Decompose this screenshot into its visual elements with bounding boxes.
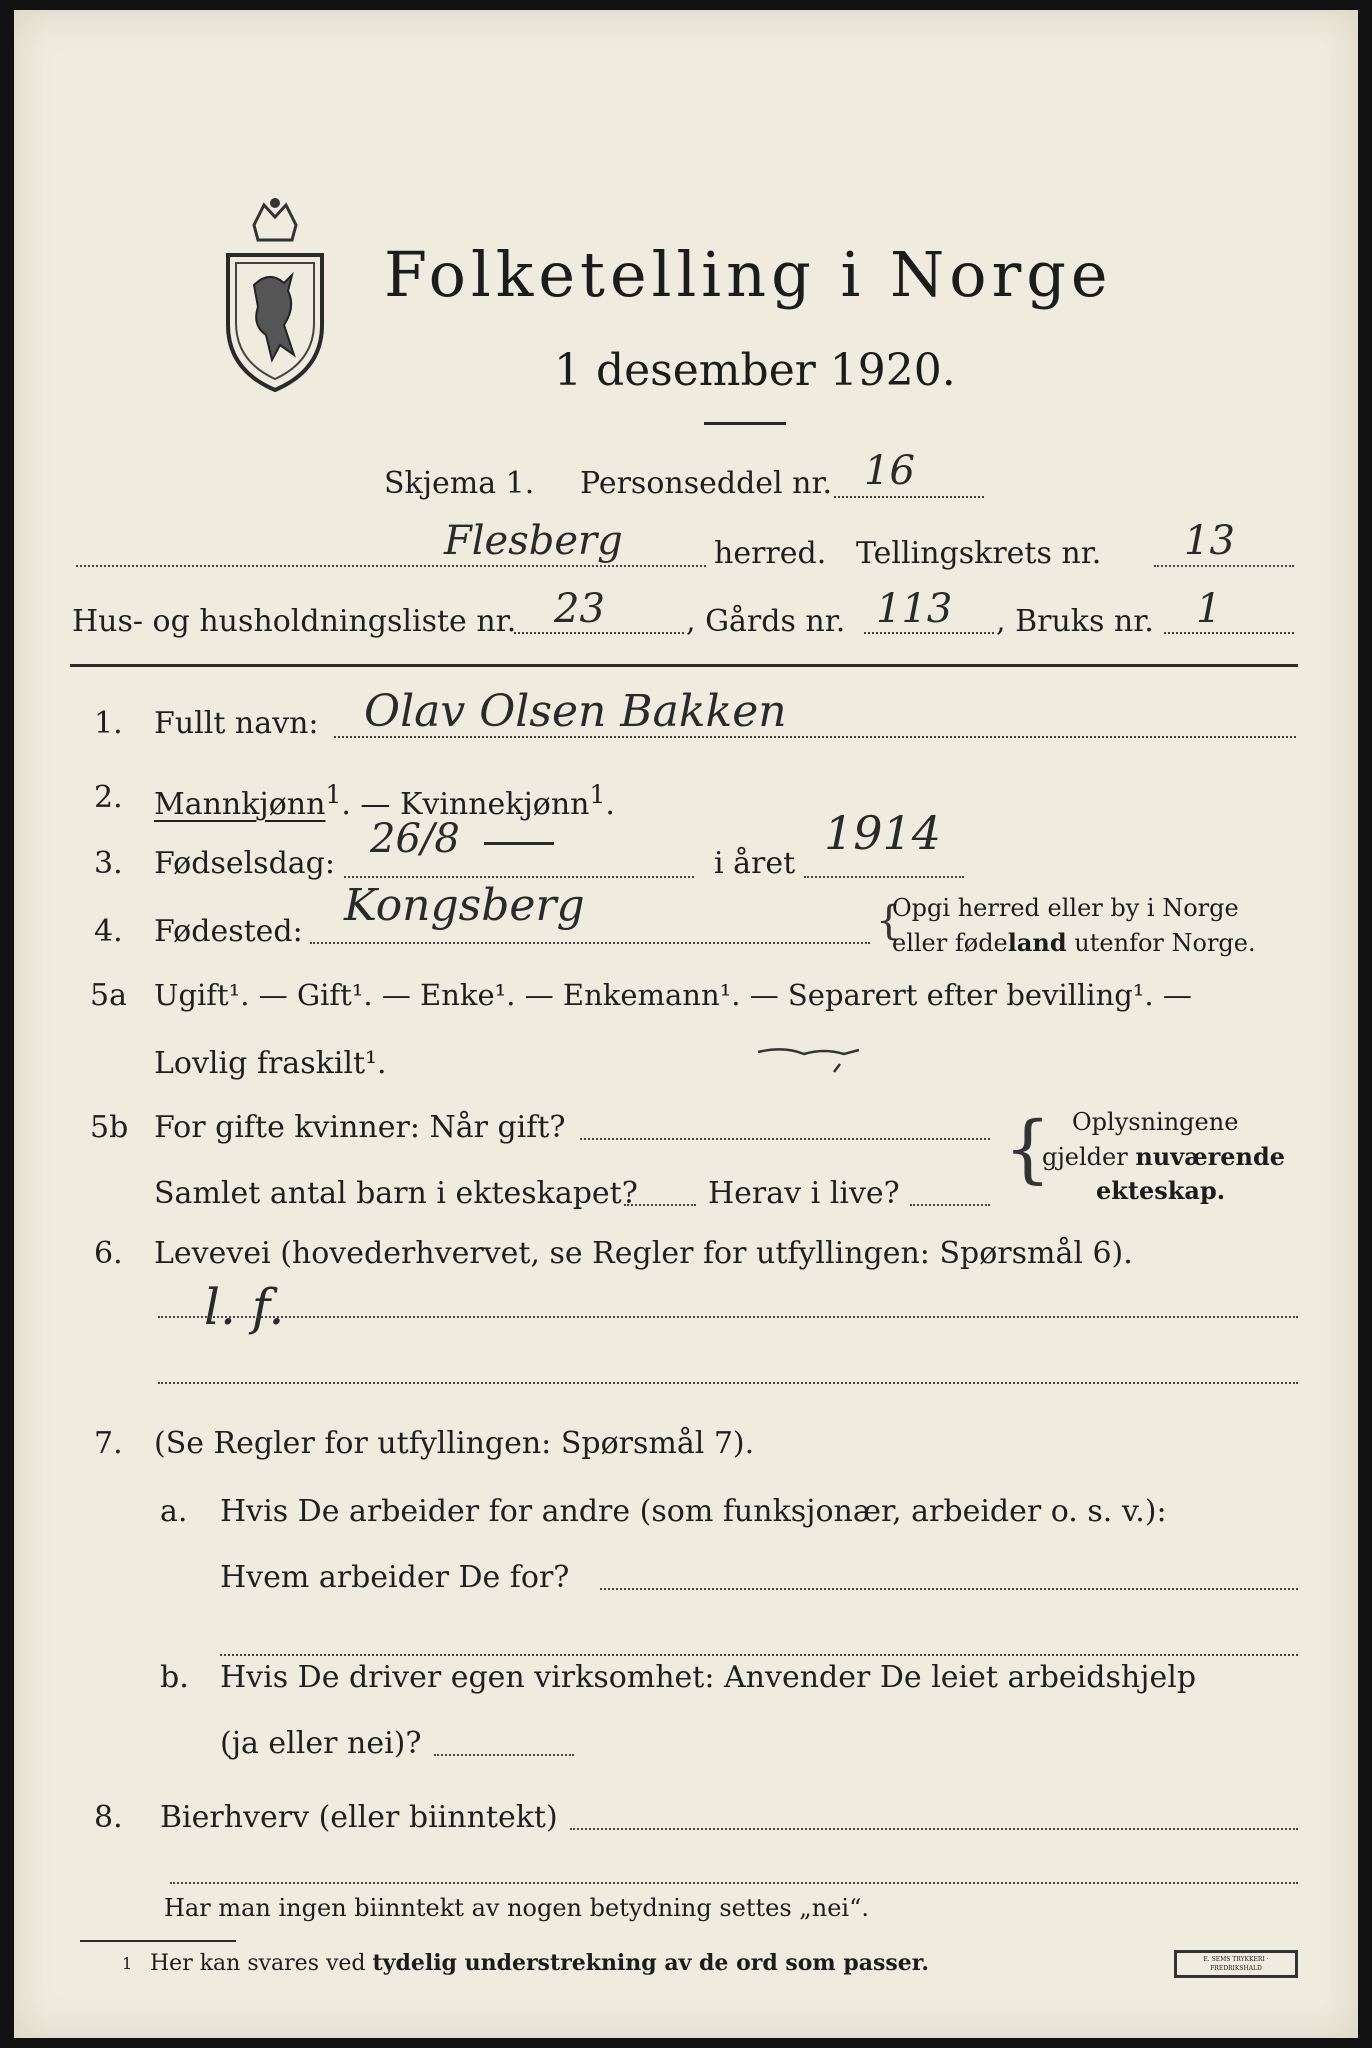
census-date: 1 desember 1920.	[554, 345, 956, 396]
q4-note-a: eller føde	[892, 929, 1008, 957]
herred-line	[76, 565, 706, 567]
q4-bracket: {	[876, 898, 902, 944]
q3-year-line	[804, 876, 964, 878]
skjema-label: Skjema 1.	[384, 466, 535, 501]
q7a-letter: a.	[160, 1494, 188, 1529]
q4-number: 4.	[94, 914, 123, 949]
q4-note-c: utenfor Norge.	[1066, 929, 1256, 957]
q4-note-line2	[892, 928, 1256, 957]
q3-year-value: 1914	[824, 806, 942, 860]
q3-value: 26/8	[370, 816, 460, 862]
q5a-options-2: Lovlig fraskilt¹.	[154, 1046, 387, 1081]
norway-coat-of-arms-icon	[214, 195, 336, 395]
q5b-children-line	[624, 1204, 696, 1206]
bruks-line	[1164, 632, 1294, 634]
q1-number: 1.	[94, 706, 123, 741]
q5b-line1: For gifte kvinner: Når gift?	[154, 1110, 566, 1145]
printer-stamp-text: E. SEMS TRYKKERI · FREDRIKSHALD	[1203, 1956, 1269, 1972]
q5b-note-line3: ekteskap.	[1096, 1176, 1226, 1205]
q8-text: Bierhverv (eller biinntekt)	[160, 1800, 558, 1835]
q4-label: Fødested:	[154, 914, 303, 949]
income-note: Har man ingen biinntekt av nogen betydning settes „nei“.	[164, 1894, 869, 1922]
q6-line1	[158, 1316, 1298, 1318]
q5a-handwritten-mark	[754, 1034, 884, 1084]
q6-value: l. f.	[204, 1278, 285, 1336]
q3-line	[344, 876, 694, 878]
tellingskrets-value: 13	[1184, 518, 1235, 564]
gards-line	[864, 632, 994, 634]
q2-footnote-mark-2: 1	[589, 780, 606, 809]
q7-number: 7.	[94, 1426, 123, 1461]
title-divider	[704, 422, 786, 425]
q7-text: (Se Regler for utfyllingen: Spørsmål 7).	[154, 1426, 755, 1461]
q7b-text2: (ja eller nei)?	[220, 1726, 422, 1761]
footnote-text	[150, 1950, 929, 1976]
q5b-number: 5b	[90, 1110, 129, 1145]
q4-line	[310, 942, 870, 944]
q2-female-option: . — Kvinnekjønn	[341, 787, 590, 822]
footnote-rule	[80, 1940, 236, 1942]
personseddel-label: Personseddel nr.	[580, 466, 833, 501]
q7b-letter: b.	[160, 1660, 189, 1695]
q5a-options: Ugift¹. — Gift¹. — Enke¹. — Enkemann¹. — Separert efter bevilling¹. —	[154, 978, 1192, 1012]
q1-value: Olav Olsen Bakken	[364, 686, 787, 737]
q7a-text: Hvis De arbeider for andre (som funksjonær, arbeider o. s. v.):	[220, 1494, 1167, 1529]
q3-dash	[484, 842, 554, 845]
q1-label: Fullt navn:	[154, 706, 319, 741]
herred-label: herred.	[714, 536, 827, 571]
q6-line2	[158, 1382, 1298, 1384]
q7a-line1	[600, 1588, 1298, 1590]
husliste-label: Hus- og husholdningsliste nr.	[72, 604, 517, 639]
q8-line2	[170, 1882, 1298, 1884]
q7a-text2: Hvem arbeider De for?	[220, 1560, 570, 1595]
q3-number: 3.	[94, 846, 123, 881]
q5b-note-2a: gjelder	[1042, 1143, 1136, 1171]
tellingskrets-line	[1154, 565, 1294, 567]
q8-number: 8.	[94, 1800, 123, 1835]
q5b-line2b: Herav i live?	[708, 1176, 900, 1211]
q7a-line2	[220, 1654, 1298, 1656]
census-form	[14, 10, 1358, 2038]
header-divider	[70, 664, 1298, 667]
q5b-note-2b: nuværende	[1135, 1142, 1286, 1171]
q2-number: 2.	[94, 780, 123, 815]
tellingskrets-label: Tellingskrets nr.	[856, 536, 1102, 571]
q5b-alive-line	[910, 1204, 990, 1206]
q3-year-label: i året	[714, 846, 796, 881]
q4-note-b: land	[1007, 928, 1067, 957]
q8-line1	[570, 1828, 1298, 1830]
q6-number: 6.	[94, 1236, 123, 1271]
q4-value: Kongsberg	[344, 880, 585, 931]
gards-label: , Gårds nr.	[686, 604, 846, 639]
form-title: Folketelling i Norge	[384, 238, 1113, 311]
personseddel-line	[834, 496, 984, 498]
q5b-note-line2	[1042, 1142, 1285, 1171]
printer-stamp	[1174, 1950, 1298, 1978]
q5b-married-line	[580, 1138, 990, 1140]
herred-value: Flesberg	[444, 518, 623, 564]
bruks-label: , Bruks nr.	[996, 604, 1154, 639]
q5b-line2a: Samlet antal barn i ekteskapet?	[154, 1176, 638, 1211]
footnote-b: tydelig understrekning av de ord som passer.	[372, 1950, 930, 1976]
footnote-number: 1	[122, 1954, 133, 1973]
q2-footnote-mark: 1	[325, 780, 342, 809]
personseddel-value: 16	[864, 448, 915, 494]
bruks-value: 1	[1196, 586, 1222, 632]
q3-label: Fødselsdag:	[154, 846, 335, 881]
q7b-line	[434, 1754, 574, 1756]
q5a-number: 5a	[90, 978, 127, 1013]
husliste-value: 23	[554, 586, 605, 632]
q7b-text: Hvis De driver egen virksomhet: Anvender De leiet arbeidshjelp	[220, 1660, 1197, 1695]
q4-note-line1: Opgi herred eller by i Norge	[892, 894, 1239, 922]
husliste-line	[514, 632, 684, 634]
q5b-note-line1: Oplysningene	[1072, 1108, 1239, 1136]
footnote-a: Her kan svares ved	[150, 1951, 373, 1976]
q2-end: .	[605, 787, 615, 822]
q6-text: Levevei (hovederhvervet, se Regler for utfyllingen: Spørsmål 6).	[154, 1236, 1133, 1271]
gards-value: 113	[876, 586, 953, 632]
q2-male-option: Mannkjønn	[154, 787, 326, 822]
q5b-bracket: {	[1004, 1106, 1052, 1192]
